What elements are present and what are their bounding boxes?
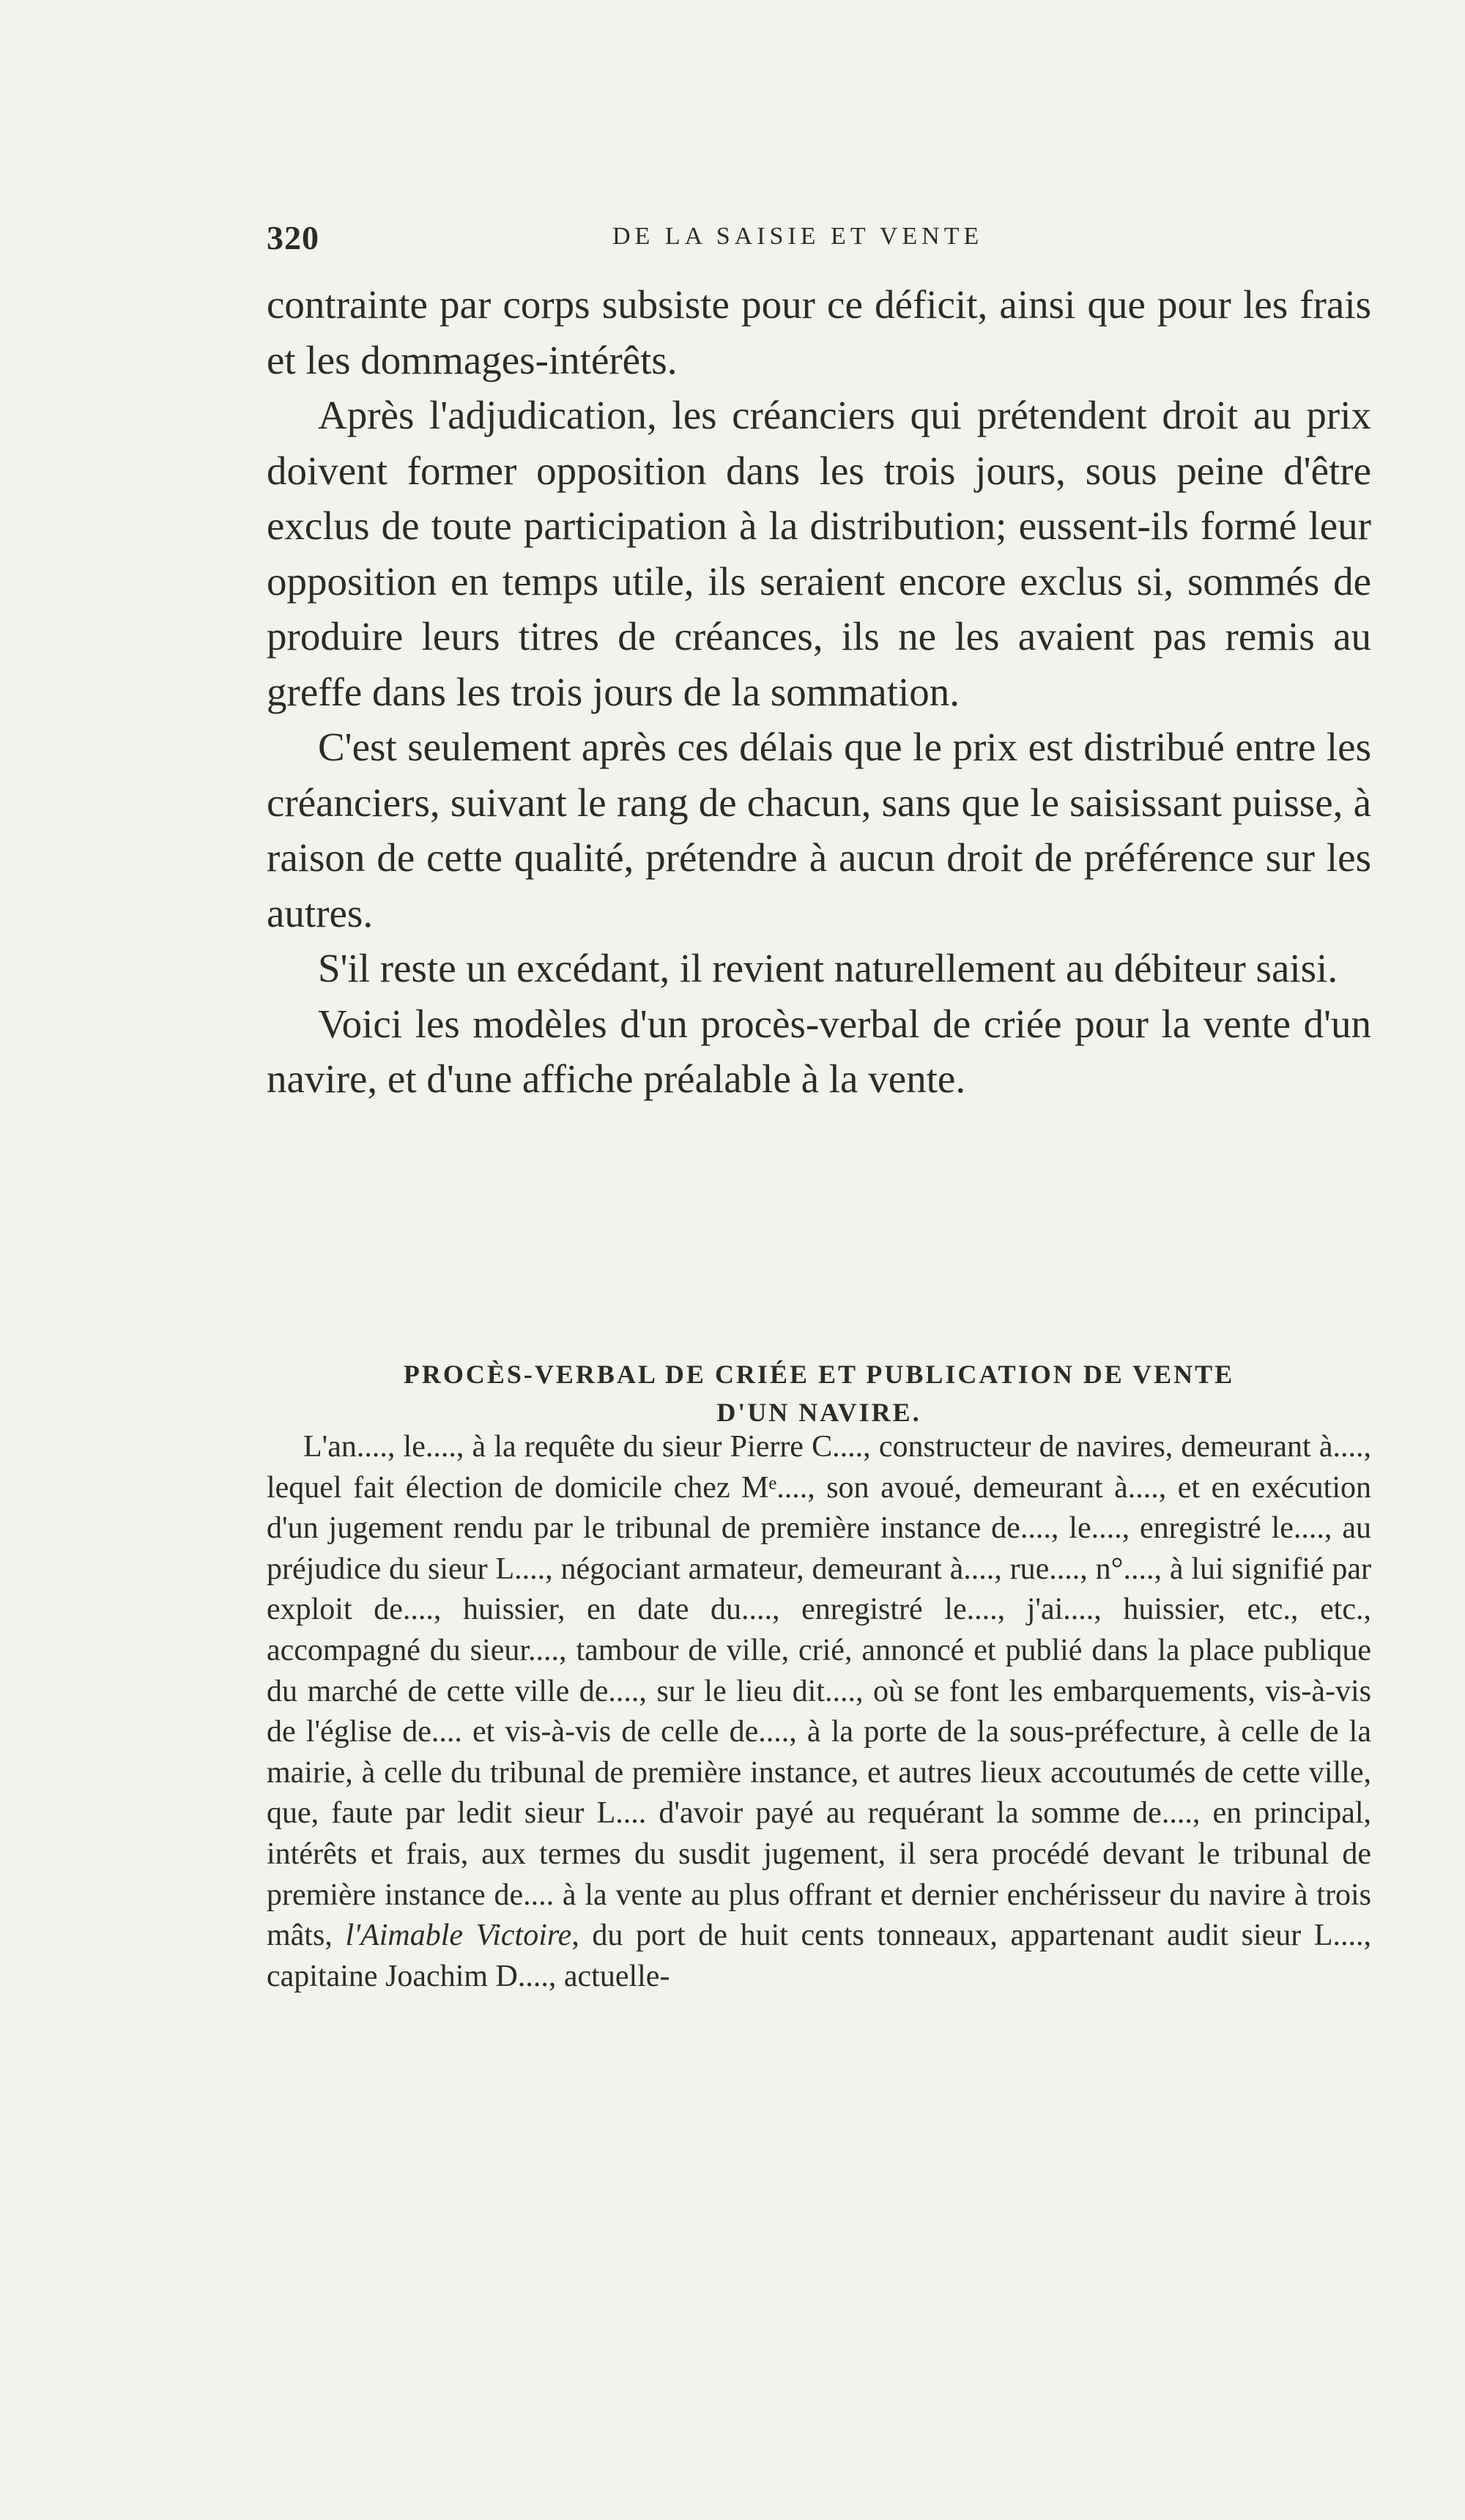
form-paragraph <box>267 1427 1371 1997</box>
paragraph: Après l'adjudication, les créanciers qui prétendent droit au prix doivent former opposition dans les trois jours, sous peine d'être exclus de toute participation à la distribution; eussent-ils formé leur opposition en temps utile, ils seraient encore exclus si, sommés de produire leurs titres de créances, ils ne les avaient pas remis au greffe dans les trois jours de la sommation. <box>267 393 1371 714</box>
running-head <box>267 218 1439 262</box>
ship-name: l'Aimable Victoire <box>345 1919 572 1953</box>
form-text-part: , du port de huit cents tonneaux, appartenant audit sieur L...., capitaine Joachim D...., actuelle- <box>267 1919 1372 1993</box>
form-text <box>267 1427 1371 1997</box>
form-text-part: L'an...., le...., à la requête du sieur Pierre C...., constructeur de navires, demeurant à...., lequel fait élection de domicile chez Mᵉ...., son avoué, demeurant à...., et en exécution d'un jugement rendu par le tribunal de première instance de...., le...., enregistré le...., au préjudice du sieur L...., négociant armateur, demeurant à...., rue...., n°...., à lui signifié par exploit de...., huissier, en date du...., enregistré le...., j'ai...., huissier, etc., etc., accompagné du sieur...., tambour de ville, crié, annoncé et publié dans la place publique du marché de cette ville de...., sur le lieu dit...., où se font les embarquements, vis-à-vis de l'église de.... et vis-à-vis de celle de...., à la porte de la sous-préfecture, à celle de la mairie, à celle du tribunal de première instance, et autres lieux accoutumés de cette ville, que, faute par ledit sieur L.... d'avoir payé au requérant la somme de...., en principal, intérêts et frais, aux termes du susdit jugement, il sera procédé devant le tribunal de première instance de.... à la vente au plus offrant et dernier enchérisseur du navire à trois mâts, <box>267 1430 1371 1953</box>
section-heading-line: D'UN NAVIRE. <box>716 1398 921 1427</box>
paragraph: contrainte par corps subsiste pour ce déficit, ainsi que pour les frais et les dommages-intérêts. <box>267 282 1371 382</box>
running-title: DE LA SAISIE ET VENTE <box>612 223 984 250</box>
section-heading-line: PROCÈS-VERBAL DE CRIÉE ET PUBLICATION DE VENTE <box>403 1360 1235 1389</box>
paragraph: C'est seulement après ces délais que le prix est distribué entre les créanciers, suivant le rang de chacun, sans que le saisissant puisse, à raison de cette qualité, prétendre à aucun droit de préférence sur les autres. <box>267 724 1371 935</box>
section-heading <box>267 1355 1371 1431</box>
body-text <box>267 277 1371 1107</box>
paragraph: Voici les modèles d'un procès-verbal de criée pour la vente d'un navire, et d'une affiche préalable à la vente. <box>267 1001 1371 1101</box>
page-number: 320 <box>267 219 319 256</box>
paragraph: S'il reste un excédant, il revient naturellement au débiteur saisi. <box>318 946 1338 990</box>
